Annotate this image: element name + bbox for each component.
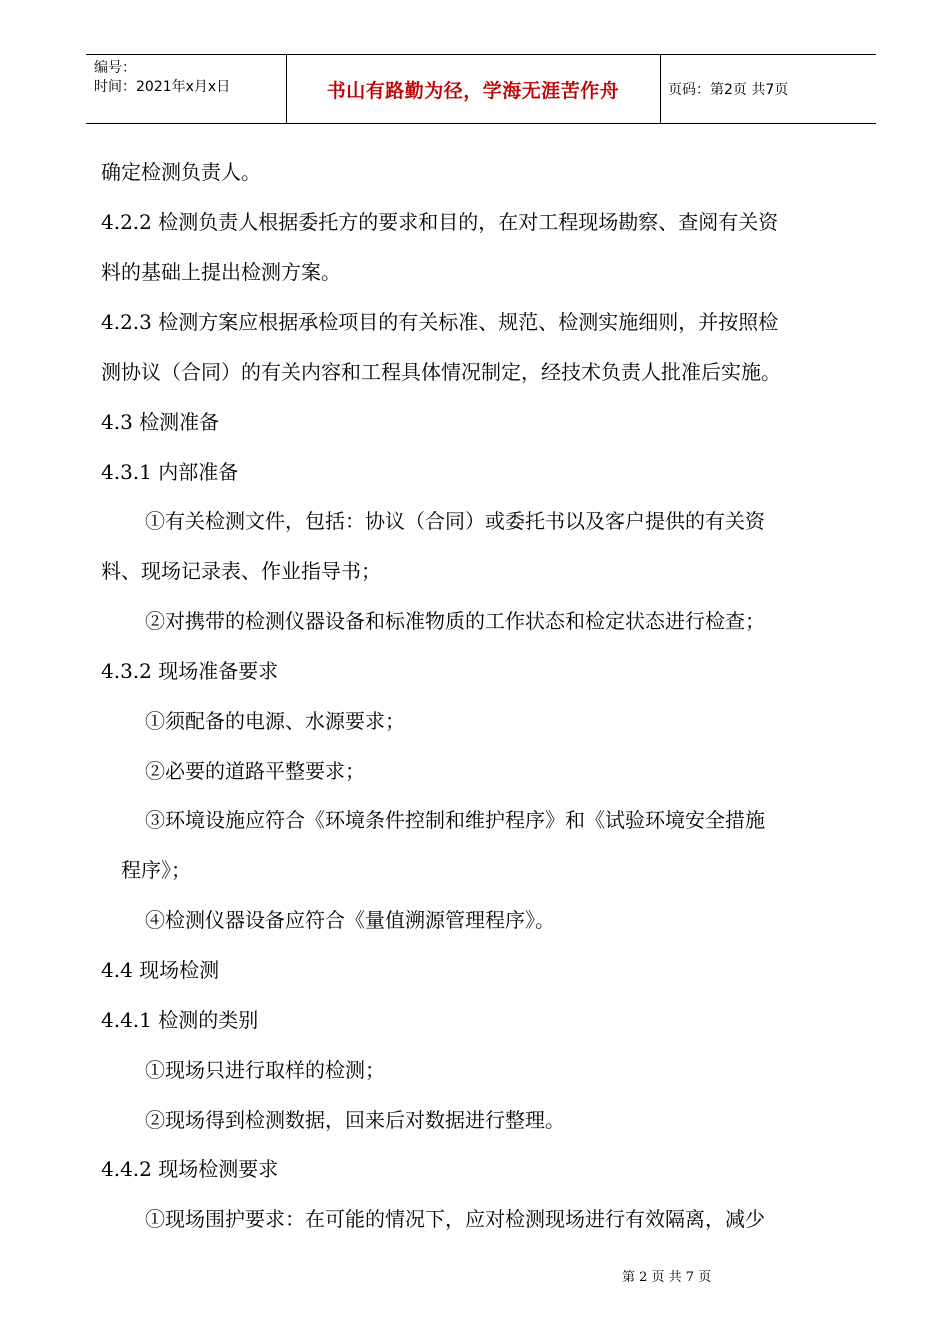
subsection-heading: 4.3.1 内部准备 [101,460,239,484]
document-header [86,54,876,124]
list-item: ①须配备的电源、水源要求； [145,709,405,733]
body-line: 料、现场记录表、作业指导书； [101,559,381,583]
section-heading: 4.4 现场检测 [101,958,220,982]
header-page-number: 页码：第2页 共7页 [668,82,789,98]
document-number-label: 编号： [94,60,136,76]
section-heading: 4.3 检测准备 [101,410,220,434]
body-line: 4.2.2 检测负责人根据委托方的要求和目的，在对工程现场勘察、查阅有关资 [101,210,779,234]
list-item: ③环境设施应符合《环境条件控制和维护程序》和《试验环境安全措施 [145,808,765,832]
body-line: 料的基础上提出检测方案。 [101,260,341,284]
footer-page-number: 第 2 页 共 7 页 [622,1270,712,1285]
header-motto: 书山有路勤为径，学海无涯苦作舟 [326,79,620,102]
list-item: ①有关检测文件，包括：协议（合同）或委托书以及客户提供的有关资 [145,509,765,533]
body-line: 测协议（合同）的有关内容和工程具体情况制定，经技术负责人批准后实施。 [101,360,781,384]
body-line: 确定检测负责人。 [101,160,261,184]
body-line: 程序》； [121,858,191,882]
list-item: ①现场只进行取样的检测； [145,1058,385,1082]
document-time-label: 时间：2021年x月x日 [94,79,231,95]
subsection-heading: 4.4.2 现场检测要求 [101,1157,279,1181]
list-item: ②必要的道路平整要求； [145,759,365,783]
subsection-heading: 4.4.1 检测的类别 [101,1008,259,1032]
list-item: ①现场围护要求：在可能的情况下，应对检测现场进行有效隔离，减少 [145,1207,765,1231]
list-item: ②对携带的检测仪器设备和标准物质的工作状态和检定状态进行检查； [145,609,765,633]
list-item: ④检测仪器设备应符合《量值溯源管理程序》。 [145,908,555,932]
header-divider [660,55,661,123]
subsection-heading: 4.3.2 现场准备要求 [101,659,279,683]
body-line: 4.2.3 检测方案应根据承检项目的有关标准、规范、检测实施细则，并按照检 [101,310,779,334]
header-meta [94,59,230,97]
list-item: ②现场得到检测数据，回来后对数据进行整理。 [145,1108,565,1132]
